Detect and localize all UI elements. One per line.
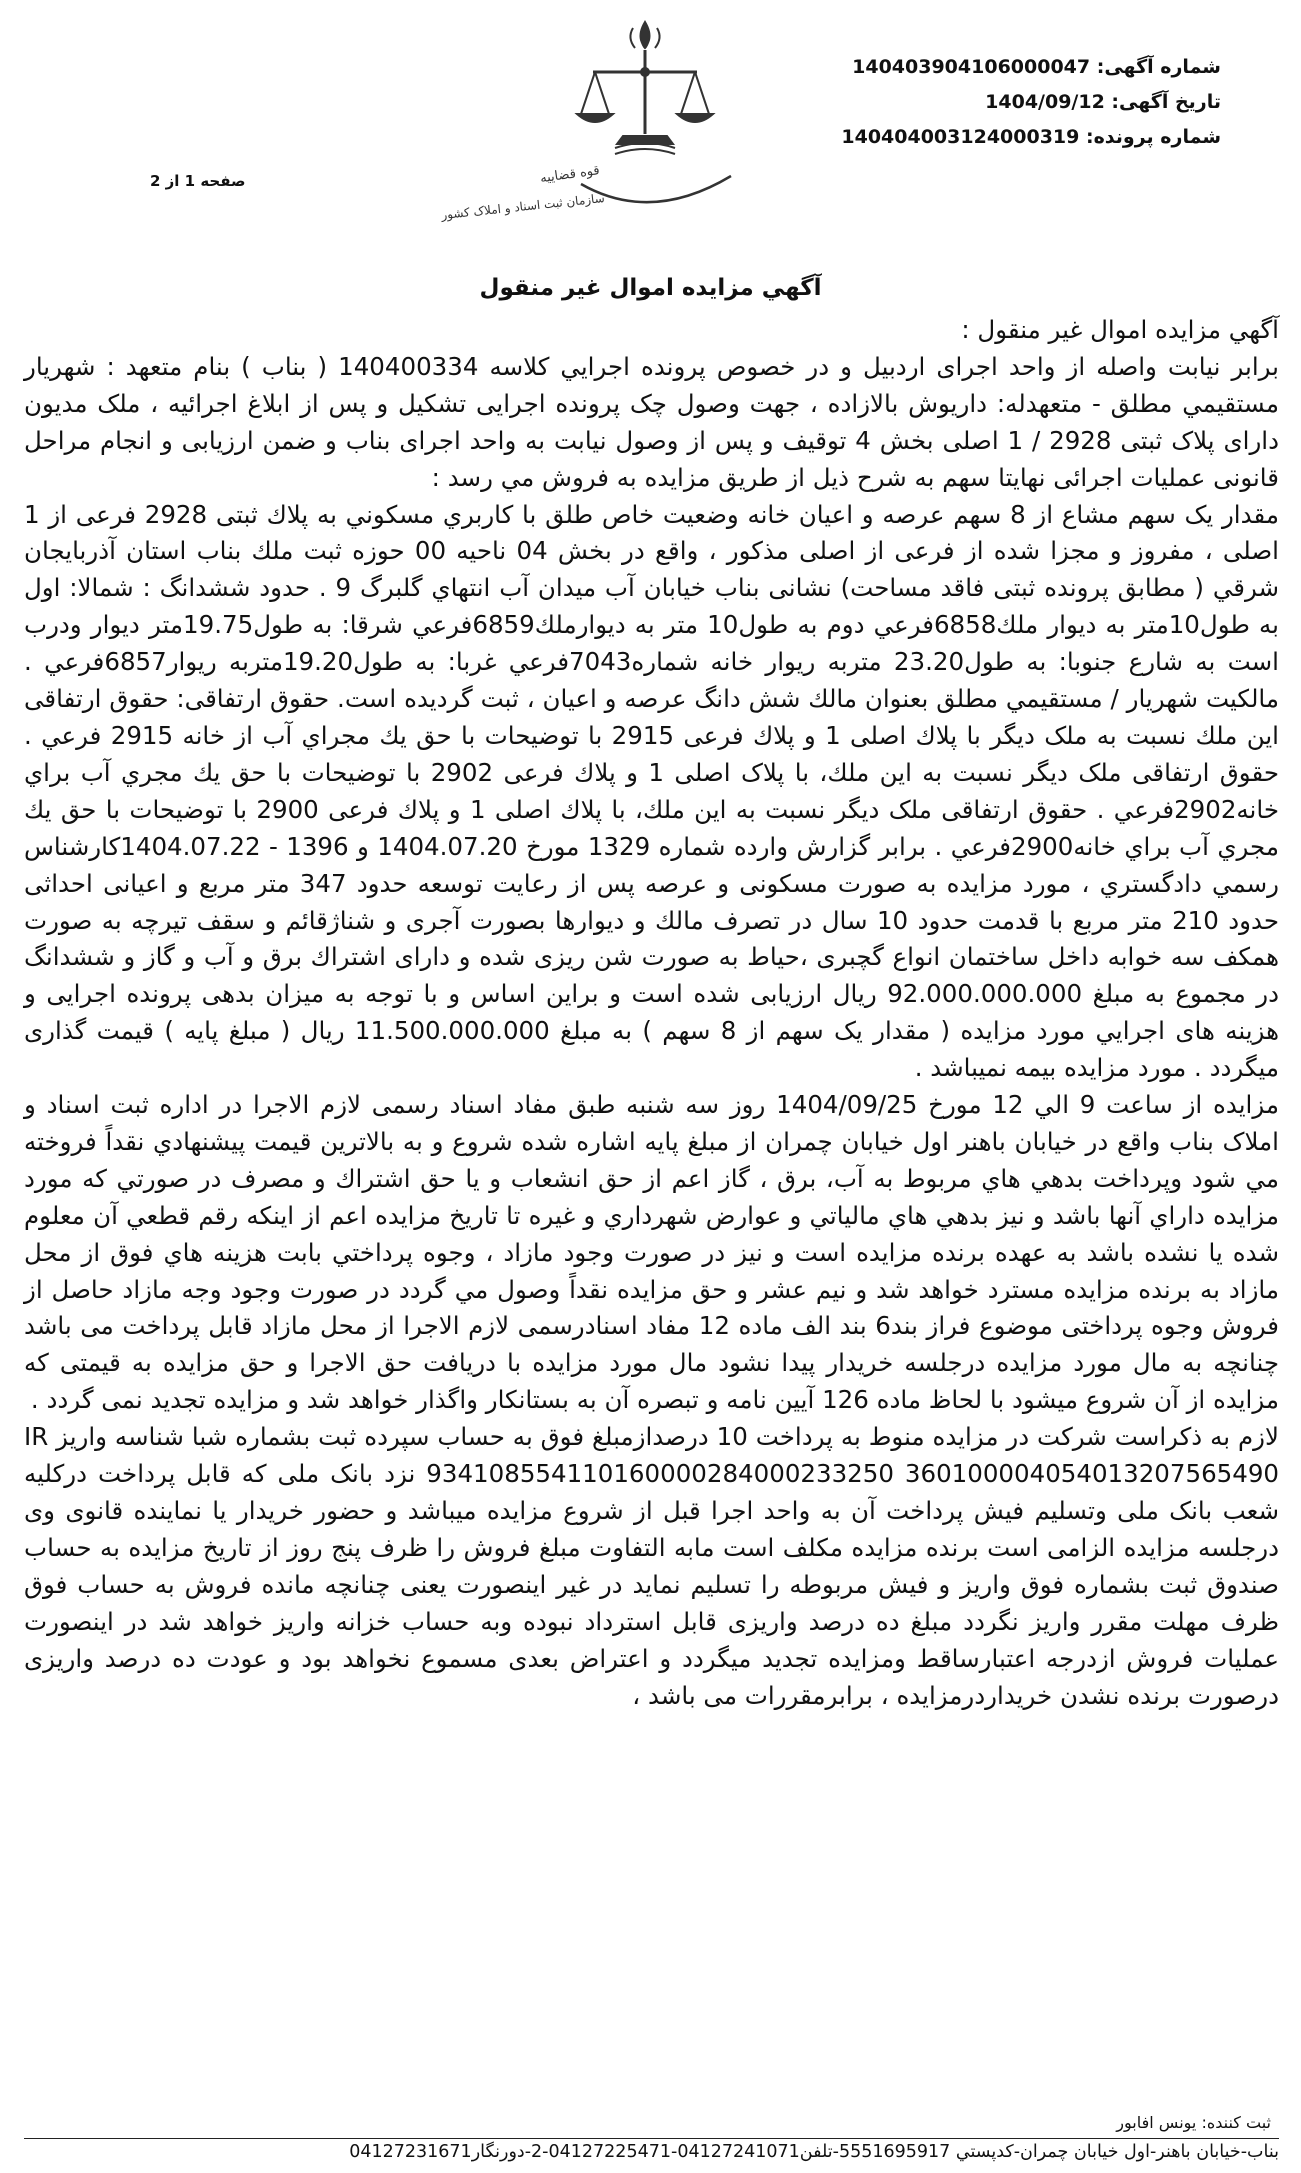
office-address: بناب-خيابان باهنر-اول خيابان چمران-كدپستي 5551695917-تلفن04127241071-04127225471-2-دورنگار04127231671 (24, 2138, 1279, 2162)
paragraph-payment (24, 1419, 1279, 1714)
identifier-label: شناسه واريز (56, 1422, 184, 1452)
case-number: 14040400312400031‎9 (841, 126, 1080, 148)
registrar-name: يونس افابور (1116, 2113, 1197, 2132)
notice-body (24, 312, 1279, 1714)
svg-text:قوه قضاییه: قوه قضاییه (539, 163, 601, 187)
paragraph-auction: مزايده از ساعت 9 الي 12 مورخ 1404/09/25 روز سه شنبه طبق مفاد اسناد رسمی لازم الاجرا در اداره ثبت اسناد و املاک بناب واقع در خيابان باهنر اول خيابان چمران از مبلغ پايه اشاره شده شروع و به بالاترين قيمت پيشنهادي نقداً فروخته مي شود وپرداخت بدهي هاي مربوط به آب، برق ، گاز اعم از حق انشعاب و يا حق اشتراك و مصرف در صورتي كه مورد مزايده داراي آنها باشد و نيز بدهي هاي مالياتي و عوارض شهرداري و غيره تا تاريخ مزايده اعم از اينكه رقم قطعي آن معلوم شده يا نشده باشد به عهده برنده مزايده است و نيز در صورت وجود مازاد ، وجوه پرداختي بابت هزينه هاي فوق از محل مازاد به برنده مزايده مسترد خواهد شد و نيم عشر و حق مزايده نقداً وصول مي گردد در صورت وجود وجه مازاد حاصل از فروش وجوه پرداختی موضوع فراز بند6 بند الف ماده 12 مفاد اسنادرسمی لازم الاجرا از محل مازاد قابل پرداخت می باشد چنانچه به مال مورد مزايده درجلسه خريدار پيدا نشود مال مورد مزايده با دريافت حق الاجرا و حق مزايده به قيمتی كه مزايده از آن شروع ميشود با لحاظ ماده 126 آيين نامه و تبصره آن به بستانكار واگذار خواهد شد و مزايده تجديد نمی گردد . (24, 1090, 1279, 1415)
registrar-label: ثبت كننده: (1201, 2113, 1271, 2132)
notice-date: 1404/09/12 (985, 91, 1105, 113)
judiciary-emblem-icon (440, 14, 755, 223)
case-number-row (801, 120, 1221, 155)
case-number-label: شماره پرونده: (1085, 126, 1221, 148)
registrar-signature (1116, 2113, 1271, 2132)
document-title: آگهي مزايده اموال غير منقول (479, 275, 822, 301)
notice-date-label: تاریخ آگهی: (1111, 91, 1221, 113)
payment-text-after: نزد بانک ملی كه قابل پرداخت دركليه شعب بانک ملی وتسليم فيش پرداخت آن به واحد اجرا قبل از شروع مزايده ميباشد و حضور خريدار يا نماينده قانوی وی درجلسه مزايده الزامی است برنده مزايده مكلف است مابه التفاوت مبلغ فروش را ظرف پنج روز از تاريخ مزايده به حساب صندوق ثبت بشماره فوق واريز و فيش مربوطه را تسليم نمايد در غير اينصورت يعنی چنانچه مانده فروش به حساب فوق ظرف مهلت مقرر واريز نگردد مبلغ ده درصد واريزی قابل استرداد نبوده وبه حساب خزانه واريز خواهد شد در اينصورت عمليات فروش ازدرجه اعتبارساقط ومزايده تجديد ميگردد و اعتراض بعدی مسموع نخواهد بود و عودت ده درصد واريزی درصورت برنده نشدن خريداردرمزايده ، برابرمقررات می باشد ، (24, 1459, 1279, 1710)
notice-number-row (801, 50, 1221, 85)
notice-date-row (801, 85, 1221, 120)
intro-heading: آگهي مزايده اموال غير منقول : (961, 315, 1279, 344)
notice-number: 14040390410600004‎7 (852, 56, 1091, 78)
header-metadata (801, 50, 1221, 155)
page-indicator: صفحه 1 از 2 (150, 172, 246, 190)
shaba-number: IR 360100004054013207565490 (24, 1422, 1280, 1489)
deposit-identifier: 934108554110160000284000233250 (426, 1459, 894, 1489)
payment-text-before: لازم به ذكراست شركت در مزايده منوط به پرداخت 10 درصدازمبلغ فوق به حساب سپرده ثبت بشماره شبا (191, 1422, 1279, 1452)
paragraph-property: مقدار يک سهم مشاع از 8 سهم عرصه و اعيان خانه وضعيت خاص طلق با كاربري مسكوني به پلاك ثبتی 2928 فرعی از 1 اصلی ، مفروز و مجزا شده از فرعی از اصلی مذكور ، واقع در بخش 04 ناحيه 00 حوزه ثبت ملك بناب استان آذربايجان شرقي ( مطابق پرونده ثبتی فاقد مساحت) نشانی بناب خيابان آب ميدان آب انتهاي گلبرگ 9 . حدود ششدانگ : شمالا: اول به طول10متر به ديوار ملك6858فرعي دوم به طول10 متر به ديوارملك6859فرعي شرقا: به طول19.75متر ديوار ودرب است به شارع جنوبا: به طول23.20 متربه ريوار خانه شماره7043فرعي غربا: به طول19.20متربه ريوار6857فرعي . مالكيت شهريار / مستقيمي مطلق بعنوان مالك شش دانگ عرصه و اعيان ، ثبت گرديده است. حقوق ارتفاقی: حقوق ارتفاقی اين ملك نسبت به ملک ديگر با پلاك اصلی 1 و پلاك فرعی 2915 با توضيحات با حق يك مجراي آب از خانه 2915 فرعي . حقوق ارتفاقی ملک ديگر نسبت به اين ملك، با پلاک اصلی 1 و پلاك فرعی 2902 با توضيحات با حق يك مجري آب براي خانه2902فرعي . حقوق ارتفاقی ملک ديگر نسبت به اين ملك، با پلاك اصلی 1 و پلاك فرعی 2900 با توضيحات با حق يك مجري آب براي خانه2900فرعي . برابر گزارش وارده شماره 1329 مورخ 1404.07.20 و 1396 - 1404.07.22كارشناس رسمي دادگستري ، مورد مزايده به صورت مسكونی و عرصه پس از رعايت توسعه حدود 347 متر مربع و اعيانی احداثی حدود 210 متر مربع با قدمت حدود 10 سال در تصرف مالك و ديوارها بصورت آجری و شناژقائم و سقف تيرچه به صورت همكف سه خوابه داخل ساختمان انواع گچبری ،حياط به صورت شن ريزی شده و دارای اشتراك برق و آب و گاز و ششدانگ در مجموع به مبلغ 92.000.000.000 ريال ارزيابی شده است و براين اساس و با توجه به ميزان بدهی پرونده اجرايی و هزينه های اجرايي مورد مزايده ( مقدار يک سهم از 8 سهم ) به مبلغ 11.500.000.000 ريال ( مبلغ پايه ) قيمت گذاری ميگردد . مورد مزايده بيمه نميباشد . (24, 499, 1280, 1083)
svg-text:سازمان ثبت اسناد و املاک کشور: سازمان ثبت اسناد و املاک کشور (440, 191, 606, 223)
notice-number-label: شماره آگهی: (1096, 56, 1221, 78)
paragraph-case: برابر نيابت واصله از واحد اجرای اردبيل و در خصوص پرونده اجرايي كلاسه 140400334 ( بناب ) بنام متعهد : شهريار مستقيمي مطلق - متعهدله: داريوش بالازاده ، جهت وصول چک پرونده اجرايی تشکيل و پس از ابلاغ اجرائيه ، ملک مديون دارای پلاک ثبتی 2928 / 1 اصلی بخش 4 توقيف و پس از وصول نيابت به واحد اجرای بناب و ضمن ارزيابی و انجام مراحل قانونی عمليات اجرائی نهايتا سهم به شرح ذيل از طريق مزايده به فروش مي رسد : (24, 351, 1279, 492)
